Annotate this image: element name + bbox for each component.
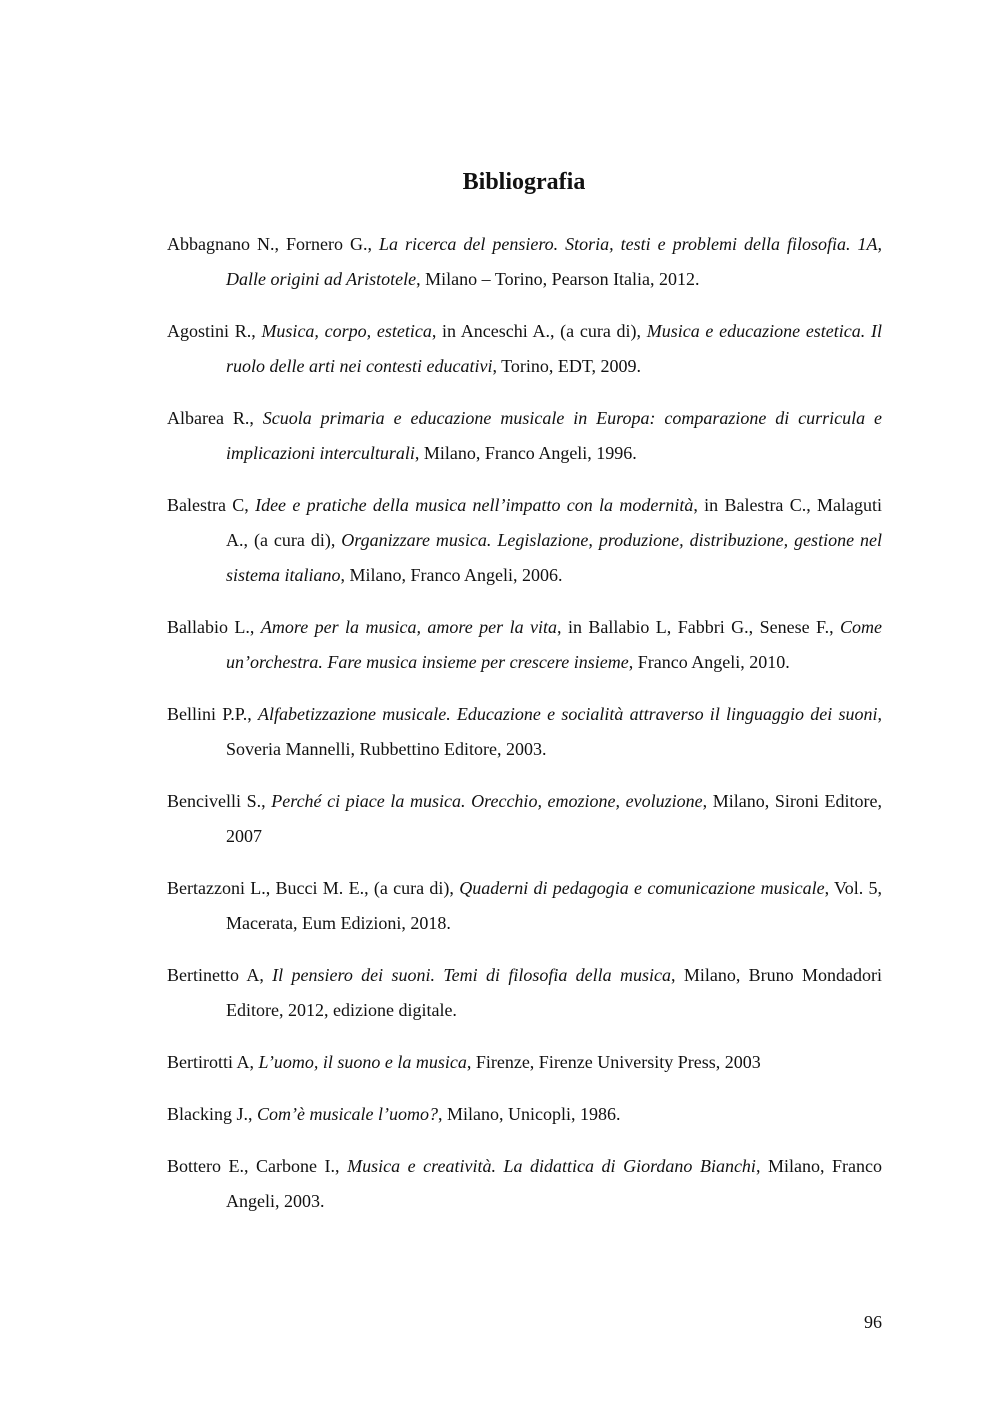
- entry-text: Blacking J.,: [167, 1104, 257, 1124]
- bibliography-entry: [167, 784, 882, 854]
- entry-text: Bellini P.P.,: [167, 704, 258, 724]
- entry-text: Bertazzoni L., Bucci M. E., (a cura di),: [167, 878, 460, 898]
- entry-text: Agostini R.,: [167, 321, 262, 341]
- entry-text: , Firenze, Firenze University Press, 2003: [466, 1052, 761, 1072]
- entry-text: Ballabio L.,: [167, 617, 261, 637]
- entry-text: Bertinetto A,: [167, 965, 273, 985]
- entry-text: , Soveria Mannelli, Rubbettino Editore, 2003.: [226, 704, 882, 759]
- entry-text: , Milano, Franco Angeli, 2003.: [226, 1156, 882, 1211]
- entry-title: Il pensiero dei suoni. Temi di filosofia della musica: [272, 965, 672, 985]
- entry-text: , Milano, Franco Angeli, 2006.: [340, 565, 563, 585]
- bibliography-entry: [167, 958, 882, 1028]
- entry-title: Amore per la musica, amore per la vita: [260, 617, 558, 637]
- entry-text: Bottero E., Carbone I.,: [167, 1156, 348, 1176]
- bibliography-entry: [167, 1149, 882, 1219]
- entry-text: Bencivelli S.,: [167, 791, 272, 811]
- bibliography-entry: [167, 488, 882, 593]
- entry-title: Musica, corpo, estetica: [261, 321, 432, 341]
- bibliography-entry: [167, 227, 882, 297]
- entry-title: Idee e pratiche della musica nell’impatto con la modernità: [255, 495, 694, 515]
- entry-title: Musica e educazione estetica. Il ruolo delle arti nei contesti educativi: [226, 321, 882, 376]
- bibliography-list: [167, 227, 882, 1236]
- bibliography-entry: [167, 401, 882, 471]
- entry-title: La ricerca del pensiero. Storia, testi e problemi della filosofia. 1A, Dalle origini ad Aristotele: [226, 234, 883, 289]
- entry-text: , Milano, Bruno Mondadori Editore, 2012, edizione digitale.: [226, 965, 883, 1020]
- entry-text: Albarea R.,: [167, 408, 263, 428]
- entry-text: , in Anceschi A., (a cura di),: [431, 321, 647, 341]
- page-title: Bibliografia: [462, 169, 586, 195]
- bibliography-entry: [167, 610, 882, 680]
- entry-title: Come un’orchestra. Fare musica insieme per crescere insieme: [226, 617, 883, 672]
- entry-title: Alfabetizzazione musicale. Educazione e socialità attraverso il linguaggio dei suoni: [258, 704, 878, 724]
- entry-text: Balestra C,: [167, 495, 256, 515]
- bibliography-entry: [167, 697, 882, 767]
- entry-title: Perché ci piace la musica. Orecchio, emozione, evoluzione: [271, 791, 703, 811]
- entry-title: Organizzare musica. Legislazione, produzione, distribuzione, gestione nel sistema italiano: [226, 530, 883, 585]
- entry-text: , Milano, Unicopli, 1986.: [437, 1104, 621, 1124]
- entry-text: Bertirotti A,: [167, 1052, 259, 1072]
- entry-text: , Milano, Sironi Editore, 2007: [226, 791, 883, 846]
- entry-title: L’uomo, il suono e la musica: [258, 1052, 467, 1072]
- entry-text: , in Balestra C., Malaguti A., (a cura di),: [226, 495, 883, 550]
- entry-text: , Vol. 5, Macerata, Eum Edizioni, 2018.: [226, 878, 883, 933]
- entry-text: , in Ballabio L, Fabbri G., Senese F.,: [557, 617, 841, 637]
- bibliography-entry: [167, 1097, 882, 1132]
- page-number: 96: [864, 1312, 882, 1332]
- entry-title: Scuola primaria e educazione musicale in Europa: comparazione di curricula e implicazioni interculturali: [226, 408, 882, 463]
- entry-text: , Milano – Torino, Pearson Italia, 2012.: [416, 269, 700, 289]
- entry-title: Quaderni di pedagogia e comunicazione musicale: [459, 878, 825, 898]
- entry-text: , Torino, EDT, 2009.: [492, 356, 642, 376]
- entry-text: , Franco Angeli, 2010.: [628, 652, 790, 672]
- entry-text: Abbagnano N., Fornero G.,: [167, 234, 379, 254]
- bibliography-entry: [167, 314, 882, 384]
- entry-text: , Milano, Franco Angeli, 1996.: [414, 443, 637, 463]
- entry-title: Musica e creatività. La didattica di Giordano Bianchi: [347, 1156, 756, 1176]
- entry-title: Com’è musicale l’uomo?: [257, 1104, 438, 1124]
- bibliography-entry: [167, 1045, 882, 1080]
- bibliography-entry: [167, 871, 882, 941]
